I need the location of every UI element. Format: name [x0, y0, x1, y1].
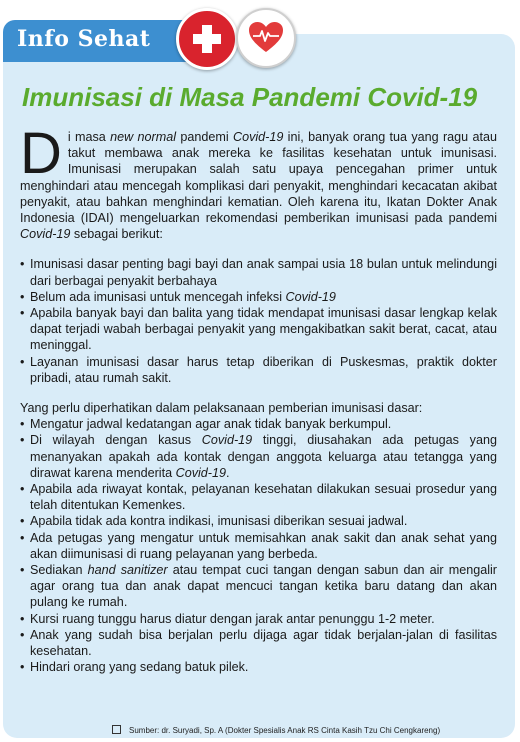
- list-item: [20, 611, 497, 627]
- text-segment: Apabila ada riwayat kontak, pelayanan kesehatan dilakukan sesuai prosedur yang telah ditentukan Kemenkes.: [30, 482, 497, 513]
- guideline-list: [20, 416, 497, 675]
- text-segment: Apabila tidak ada kontra indikasi, imunisasi diberikan sesuai jadwal.: [30, 514, 408, 529]
- tab-title: Info Sehat: [17, 26, 151, 52]
- checkbox-bullet-icon: [112, 725, 121, 734]
- article-body: [20, 121, 498, 676]
- list-item: [20, 432, 497, 481]
- text-segment: Layanan imunisasi dasar harus tetap diberikan di Puskesmas, praktik dokter pribadi, atau rumah sakit.: [30, 354, 497, 385]
- text-segment: new normal: [110, 130, 177, 144]
- text-segment: Hindari orang yang sedang batuk pilek.: [30, 660, 249, 675]
- list-item: [20, 354, 497, 386]
- recommendation-list: [20, 256, 497, 386]
- list-item: [20, 627, 497, 659]
- source-text: Sumber: dr. Suryadi, Sp. A (Dokter Spesialis Anak RS Cinta Kasih Tzu Chi Cengkareng): [129, 726, 441, 735]
- text-segment: .: [226, 465, 230, 480]
- list-item: [20, 530, 497, 562]
- text-segment: Imunisasi dasar penting bagi bayi dan anak sampai usia 18 bulan untuk melindungi dari berbagai penyakit berbahaya: [30, 257, 497, 288]
- text-segment: tinggi, diusahakan ada petugas yang menanyakan apakah ada kontak dengan anggota keluarga atau tetangga yang dirawat karena menderita: [30, 433, 497, 480]
- text-segment: Di wilayah dengan kasus: [30, 433, 202, 448]
- text-segment: Kursi ruang tunggu harus diatur dengan jarak antar penunggu 1-2 meter.: [30, 611, 435, 626]
- text-segment: Covid-19: [285, 289, 336, 304]
- text-segment: Ada petugas yang mengatur untuk memisahkan anak sakit dan anak sehat yang akan diimunisasi di ruang pelayanan yang berbeda.: [30, 530, 497, 561]
- text-segment: Covid-19: [20, 227, 71, 242]
- list-item: [20, 256, 497, 288]
- drop-cap: D: [20, 121, 62, 186]
- text-segment: Apabila banyak bayi dan balita yang tidak mendapat imunisasi dasar lengkap kelak dapat terjadi wabah berbagai penyakit yang mengakibatkan sakit berat, cacat, atau meninggal.: [30, 306, 497, 353]
- article-title: Imunisasi di Masa Pandemi Covid-19: [22, 82, 478, 112]
- text-segment: sebagai berikut:: [70, 227, 163, 242]
- text-segment: hand sanitizer: [87, 563, 168, 578]
- list-item: [20, 513, 497, 529]
- list-item: [20, 481, 497, 513]
- heart-pulse-icon: [236, 8, 296, 68]
- text-segment: Covid-19: [175, 465, 227, 480]
- text-segment: Covid-19: [201, 433, 253, 448]
- text-segment: Sediakan: [30, 563, 88, 578]
- list-item: [20, 305, 497, 354]
- text-segment: Belum ada imunisasi untuk mencegah infeksi: [30, 289, 286, 304]
- list-item: [20, 289, 497, 305]
- list-item: [20, 562, 497, 611]
- text-segment: Mengatur jadwal kedatangan agar anak tidak banyak berkumpul.: [30, 417, 392, 432]
- text-segment: Covid-19: [232, 130, 284, 144]
- list-item: [20, 659, 497, 675]
- text-segment: i masa: [67, 130, 111, 144]
- text-segment: Anak yang sudah bisa berjalan perlu dijaga agar tidak berjalan-jalan di fasilitas kesehatan.: [30, 627, 497, 659]
- medical-cross-icon: [176, 8, 238, 70]
- intro-text: [20, 121, 497, 242]
- text-segment: atau tempat cuci tangan dengan sabun dan air mengalir agar orang tua dan anak dapat mencuci tangan ketika baru datang dan akan pulang ke rumah.: [30, 563, 498, 610]
- text-segment: pandemi: [176, 130, 233, 144]
- list2-heading: Yang perlu diperhatikan dalam pelaksanaan pemberian imunisasi dasar:: [20, 401, 423, 416]
- intro-paragraph: [20, 121, 497, 242]
- text-segment: ini, banyak orang tua yang ragu atau takut membawa anak mereka ke fasilitas kesehatan untuk imunisasi. Imunisasi merupakan salah satu upaya pencegahan primer untuk menghindari atau mencegah komplikasi dari penyakit, menghindari kecacatan akibat penyakit, atau bahkan menghindari kematian. Oleh karena itu, Ikatan Dokter Anak Indonesia (IDAI) mengeluarkan rekomendasi pemberikan imunisasi pada pandemi: [20, 130, 497, 226]
- list-item: [20, 416, 497, 432]
- source-note: [112, 725, 440, 735]
